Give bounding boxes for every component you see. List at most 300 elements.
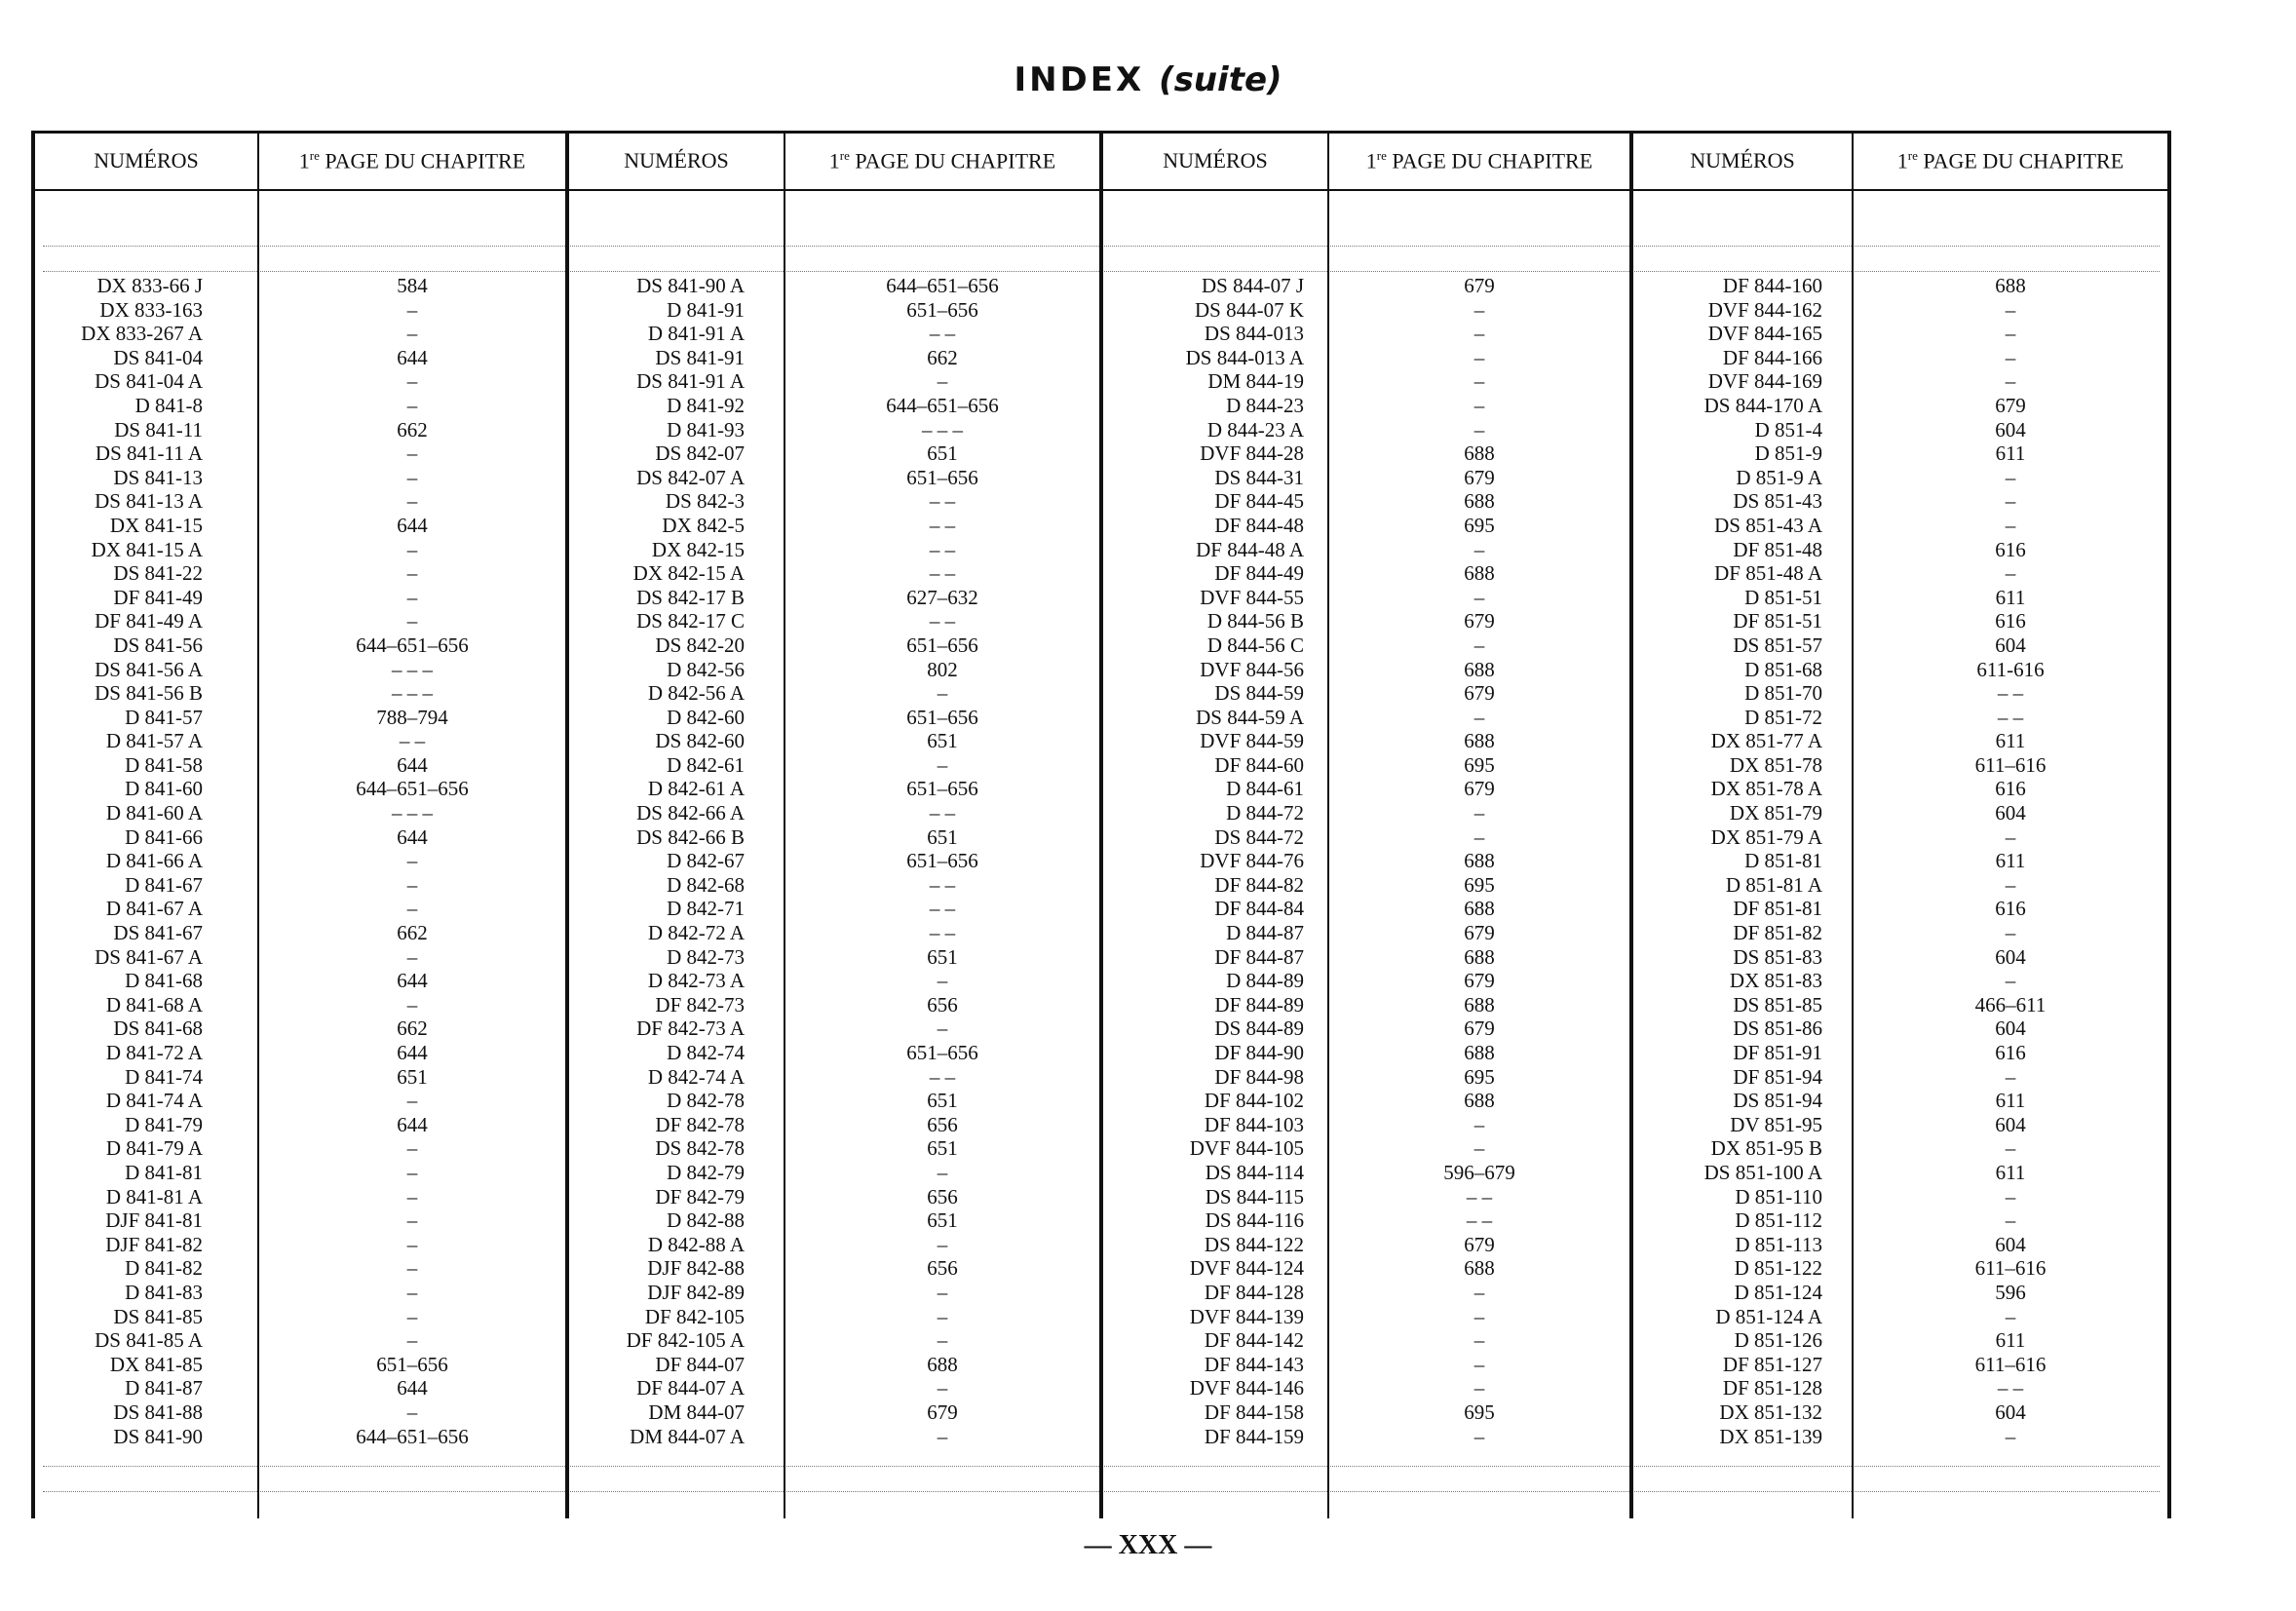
chapter-page: – (2005, 369, 2016, 394)
chapter-page: 651 (397, 1064, 428, 1089)
chapter-page: – (406, 897, 418, 921)
index-number: DS 841-90 A (636, 274, 745, 297)
index-number: D 841-66 (125, 825, 203, 849)
index-number: D 851-81 (1744, 849, 1822, 873)
chapter-page: – (2005, 513, 2016, 537)
pages-column (1854, 274, 2167, 1448)
chapter-page: – – (929, 513, 956, 537)
index-number: D 841-68 A (105, 992, 203, 1016)
chapter-page: – (1473, 1136, 1485, 1161)
chapter-page: 616 (1995, 609, 2026, 633)
chapter-page: – (1473, 345, 1485, 369)
chapter-page: 679 (1464, 777, 1495, 801)
chapter-page: 695 (1464, 1064, 1495, 1089)
index-number: DS 841-90 (113, 1424, 203, 1448)
index-number: DS 842-17 B (636, 585, 745, 609)
index-number: D 841-81 (125, 1160, 203, 1184)
index-number: D 851-81 A (1725, 872, 1822, 897)
index-number: DX 851-77 A (1710, 729, 1822, 753)
chapter-page: 688 (927, 1352, 958, 1376)
index-number: DX 851-132 (1719, 1400, 1822, 1424)
chapter-page: 679 (1464, 969, 1495, 993)
index-number: D 842-79 (667, 1160, 745, 1184)
index-number: DVF 844-139 (1189, 1304, 1304, 1328)
index-number: DS 851-43 A (1714, 513, 1822, 537)
chapter-page: – (1473, 322, 1485, 346)
index-number: D 844-87 (1226, 921, 1304, 945)
chapter-page: 611 (1995, 1328, 2026, 1353)
index-number: D 851-70 (1744, 681, 1822, 706)
page-title (0, 60, 2296, 99)
index-number: D 841-60 A (105, 801, 203, 825)
numbers-column (39, 274, 203, 1448)
index-number: D 841-57 (125, 705, 203, 729)
index-number: D 841-74 (125, 1064, 203, 1089)
index-number: D 851-113 (1735, 1232, 1822, 1256)
index-table (31, 131, 2171, 1518)
index-number: D 844-61 (1226, 777, 1304, 801)
index-number: D 851-124 (1734, 1280, 1822, 1304)
chapter-page: – – (929, 872, 956, 897)
index-number: D 841-66 A (105, 849, 203, 873)
index-number: DS 851-43 (1733, 489, 1822, 514)
index-number: DF 844-103 (1204, 1112, 1304, 1136)
chapter-page: – (2005, 1136, 2016, 1161)
chapter-page: – (1473, 825, 1485, 849)
chapter-page: – (1473, 1352, 1485, 1376)
index-number: D 842-71 (667, 897, 745, 921)
chapter-page: 688 (1464, 729, 1495, 753)
chapter-page: 688 (1464, 441, 1495, 466)
index-number: D 841-68 (125, 969, 203, 993)
index-number: DS 851-100 A (1703, 1160, 1822, 1184)
index-number: DM 844-19 (1207, 369, 1304, 394)
chapter-page: – (937, 1160, 948, 1184)
title-main: INDEX (1014, 60, 1145, 99)
chapter-page: 604 (1995, 633, 2026, 657)
column-rule (2167, 131, 2171, 1518)
chapter-page: 644 (397, 513, 428, 537)
chapter-page: – – (929, 489, 956, 514)
chapter-page: 662 (927, 345, 958, 369)
chapter-page: – (1473, 1280, 1485, 1304)
index-number: DS 842-17 C (636, 609, 745, 633)
index-number: DM 844-07 (648, 1400, 745, 1424)
chapter-page: 644–651–656 (356, 633, 469, 657)
index-number: D 842-73 (667, 944, 745, 969)
chapter-page: – (2005, 872, 2016, 897)
chapter-page: – (2005, 297, 2016, 322)
chapter-page: – (937, 752, 948, 777)
header-page: 1re PAGE DU CHAPITRE (298, 148, 526, 173)
index-number: DX 841-85 (109, 1352, 203, 1376)
chapter-page: – – (929, 801, 956, 825)
chapter-page: – (1473, 1304, 1485, 1328)
chapter-page: 604 (1995, 1232, 2026, 1256)
index-number: DX 851-79 (1729, 801, 1822, 825)
chapter-page: – (406, 441, 418, 466)
chapter-page: 688 (1995, 274, 2026, 297)
chapter-page: – – (929, 537, 956, 561)
index-number: DS 844-122 (1204, 1232, 1304, 1256)
index-number: DS 844-116 (1205, 1208, 1304, 1233)
chapter-page: 611 (1995, 729, 2026, 753)
chapter-page: 688 (1464, 1041, 1495, 1064)
index-number: DF 844-82 (1214, 872, 1304, 897)
index-number: DS 844-013 (1204, 322, 1304, 346)
index-number: DS 842-60 (655, 729, 745, 753)
chapter-page: – – (929, 609, 956, 633)
chapter-page: 688 (1464, 561, 1495, 586)
chapter-page: – (406, 393, 418, 417)
index-number: DS 844-07 K (1194, 297, 1304, 322)
index-number: DS 851-85 (1733, 992, 1822, 1016)
chapter-page: – (406, 322, 418, 346)
chapter-page: – (937, 1376, 948, 1400)
index-number: DS 844-72 (1214, 825, 1304, 849)
chapter-page: – (2005, 489, 2016, 514)
chapter-page: – (406, 585, 418, 609)
index-number: DF 844-166 (1722, 345, 1822, 369)
index-number: DS 842-66 B (636, 825, 745, 849)
index-number: DF 851-48 (1733, 537, 1822, 561)
index-number: DJF 842-89 (647, 1280, 745, 1304)
chapter-page: 656 (927, 1256, 958, 1281)
chapter-page: – – (929, 1064, 956, 1089)
chapter-page: – (406, 944, 418, 969)
index-number: DVF 844-28 (1200, 441, 1304, 466)
index-number: D 842-78 (667, 1089, 745, 1113)
index-number: D 842-60 (667, 705, 745, 729)
chapter-page: 644 (397, 1376, 428, 1400)
index-number: D 851-126 (1734, 1328, 1822, 1353)
chapter-page: 644 (397, 1041, 428, 1064)
chapter-page: 644–651–656 (886, 274, 999, 297)
index-number: D 851-68 (1744, 657, 1822, 681)
chapter-page: 695 (1464, 872, 1495, 897)
index-number: D 851-122 (1734, 1256, 1822, 1281)
chapter-page: 656 (927, 1112, 958, 1136)
index-number: DS 841-85 (113, 1304, 203, 1328)
chapter-page: 604 (1995, 1400, 2026, 1424)
chapter-page: 662 (397, 1016, 428, 1041)
chapter-page: 616 (1995, 537, 2026, 561)
numbers-column (569, 274, 745, 1448)
index-number: DS 841-22 (113, 561, 203, 586)
chapter-page: – (1473, 417, 1485, 441)
chapter-page: – (1473, 1376, 1485, 1400)
index-number: DS 841-04 (113, 345, 203, 369)
chapter-page: – (937, 369, 948, 394)
chapter-page: 644 (397, 752, 428, 777)
chapter-page: – – (1997, 705, 2024, 729)
index-number: DX 851-78 (1729, 752, 1822, 777)
chapter-page: 651–656 (906, 849, 978, 873)
index-number: DX 851-83 (1729, 969, 1822, 993)
chapter-page: – (1473, 1328, 1485, 1353)
chapter-page: 688 (1464, 849, 1495, 873)
index-number: D 842-88 (667, 1208, 745, 1233)
chapter-page: 604 (1995, 801, 2026, 825)
chapter-page: 651–656 (906, 297, 978, 322)
chapter-page: 651–656 (906, 705, 978, 729)
chapter-page: – (406, 609, 418, 633)
chapter-page: – – (929, 322, 956, 346)
index-number: D 844-89 (1226, 969, 1304, 993)
index-number: DJF 842-88 (647, 1256, 745, 1281)
index-number: D 841-79 (125, 1112, 203, 1136)
chapter-page: – (2005, 921, 2016, 945)
chapter-page: 688 (1464, 489, 1495, 514)
chapter-page: – (2005, 465, 2016, 489)
chapter-page: – (406, 561, 418, 586)
chapter-page: – (937, 1424, 948, 1448)
chapter-page: – – (929, 561, 956, 586)
chapter-page: – (2005, 1304, 2016, 1328)
chapter-page: – (406, 849, 418, 873)
index-number: D 841-58 (125, 752, 203, 777)
chapter-page: 604 (1995, 417, 2026, 441)
chapter-page: – (406, 992, 418, 1016)
numbers-column (1103, 274, 1304, 1448)
index-number: DVF 844-124 (1189, 1256, 1304, 1281)
chapter-page: – – – (392, 681, 433, 706)
chapter-page: – (1473, 585, 1485, 609)
index-number: D 841-67 (125, 872, 203, 897)
chapter-page: – – – (392, 657, 433, 681)
chapter-page: 688 (1464, 897, 1495, 921)
index-number: D 842-74 A (647, 1064, 745, 1089)
chapter-page: 611–616 (1974, 1352, 2047, 1376)
chapter-page: – – (1466, 1208, 1493, 1233)
index-number: DVF 844-146 (1189, 1376, 1304, 1400)
index-number: DX 833-66 J (96, 274, 203, 297)
chapter-page: 688 (1464, 944, 1495, 969)
chapter-page: – (406, 1304, 418, 1328)
header-numeros: NUMÉROS (94, 148, 199, 173)
chapter-page: 695 (1464, 752, 1495, 777)
chapter-page: – – – (392, 801, 433, 825)
chapter-page: 651–656 (906, 633, 978, 657)
chapter-page: 662 (397, 921, 428, 945)
index-number: D 841-87 (125, 1376, 203, 1400)
chapter-page: – (2005, 1184, 2016, 1208)
index-number: D 844-23 (1226, 393, 1304, 417)
chapter-page: 662 (397, 417, 428, 441)
chapter-page: – – (1997, 681, 2024, 706)
chapter-page: 644–651–656 (356, 777, 469, 801)
index-number: D 842-67 (667, 849, 745, 873)
index-number: DS 844-07 J (1201, 274, 1304, 297)
index-number: DX 851-79 A (1710, 825, 1822, 849)
chapter-page: 611 (1995, 441, 2026, 466)
pages-column (259, 274, 565, 1448)
chapter-page: – – (1997, 1376, 2024, 1400)
index-number: DM 844-07 A (630, 1424, 745, 1448)
header-page: 1re PAGE DU CHAPITRE (1896, 148, 2124, 173)
index-number: DF 851-48 A (1714, 561, 1822, 586)
index-number: DX 851-95 B (1710, 1136, 1822, 1161)
chapter-page: – (406, 369, 418, 394)
chapter-page: 651 (927, 441, 958, 466)
index-number: DF 844-159 (1204, 1424, 1304, 1448)
chapter-page: 695 (1464, 1400, 1495, 1424)
index-number: DJF 841-81 (105, 1208, 203, 1233)
chapter-page: 644 (397, 1112, 428, 1136)
index-number: D 844-56 B (1206, 609, 1304, 633)
chapter-page: – (406, 1208, 418, 1233)
chapter-page: – (937, 1232, 948, 1256)
index-number: DS 841-85 A (95, 1328, 203, 1353)
index-number: DS 841-13 A (95, 489, 203, 514)
index-number: DS 842-66 A (636, 801, 745, 825)
header-numeros: NUMÉROS (624, 148, 729, 173)
chapter-page: – (2005, 1424, 2016, 1448)
chapter-page: 611 (1995, 1160, 2026, 1184)
index-number: DS 841-56 (113, 633, 203, 657)
index-number: D 842-74 (667, 1041, 745, 1064)
index-number: D 841-83 (125, 1280, 203, 1304)
index-number: DS 842-3 (665, 489, 745, 514)
chapter-page: 651 (927, 1208, 958, 1233)
chapter-page: 802 (927, 657, 958, 681)
pages-column (785, 274, 1099, 1448)
index-number: DS 851-83 (1733, 944, 1822, 969)
index-number: DF 844-84 (1214, 897, 1304, 921)
index-number: D 841-79 A (105, 1136, 203, 1161)
index-number: D 841-72 A (105, 1041, 203, 1064)
chapter-page: 596 (1995, 1280, 2026, 1304)
index-number: DF 842-78 (655, 1112, 745, 1136)
chapter-page: – (2005, 1064, 2016, 1089)
chapter-page: 611–616 (1974, 1256, 2047, 1281)
index-number: DF 844-07 A (636, 1376, 745, 1400)
header-numeros: NUMÉROS (1163, 148, 1268, 173)
index-number: DF 844-98 (1214, 1064, 1304, 1089)
index-number: DF 844-45 (1214, 489, 1304, 514)
chapter-page: 611-616 (1976, 657, 2045, 681)
index-number: DF 844-128 (1204, 1280, 1304, 1304)
index-number: DF 842-105 A (626, 1328, 745, 1353)
index-number: D 841-81 A (105, 1184, 203, 1208)
index-number: D 851-9 (1754, 441, 1822, 466)
chapter-page: 688 (1464, 1256, 1495, 1281)
index-number: DS 841-67 A (95, 944, 203, 969)
index-number: DX 842-15 A (632, 561, 745, 586)
index-number: DS 842-07 A (636, 465, 745, 489)
chapter-page: – (1473, 633, 1485, 657)
index-number: D 844-56 C (1206, 633, 1304, 657)
index-number: DF 842-105 (644, 1304, 745, 1328)
index-number: D 841-93 (667, 417, 745, 441)
index-number: DF 844-160 (1722, 274, 1822, 297)
chapter-page: 611 (1995, 585, 2026, 609)
header-numeros: NUMÉROS (1690, 148, 1795, 173)
chapter-page: – – (1466, 1184, 1493, 1208)
index-number: DF 844-158 (1204, 1400, 1304, 1424)
header-page: 1re PAGE DU CHAPITRE (828, 148, 1056, 173)
index-number: D 842-56 A (647, 681, 745, 706)
index-number: DF 844-49 (1214, 561, 1304, 586)
index-number: D 841-8 (134, 393, 203, 417)
index-number: DF 844-90 (1214, 1041, 1304, 1064)
index-number: DX 851-78 A (1710, 777, 1822, 801)
index-number: DVF 844-105 (1189, 1136, 1304, 1161)
chapter-page: 679 (1464, 465, 1495, 489)
index-number: DF 851-128 (1722, 1376, 1822, 1400)
index-number: DS 841-91 (655, 345, 745, 369)
index-number: D 851-110 (1735, 1184, 1822, 1208)
index-number: DF 844-07 (655, 1352, 745, 1376)
chapter-page: – (406, 1184, 418, 1208)
chapter-page: 651–656 (376, 1352, 448, 1376)
chapter-page: 627–632 (906, 585, 978, 609)
chapter-page: 651 (927, 729, 958, 753)
index-number: D 842-56 (667, 657, 745, 681)
index-number: DS 851-94 (1733, 1089, 1822, 1113)
index-number: D 851-4 (1754, 417, 1822, 441)
chapter-page: 651 (927, 944, 958, 969)
index-number: DS 842-78 (655, 1136, 745, 1161)
index-number: DVF 844-55 (1200, 585, 1304, 609)
index-number: DVF 844-59 (1200, 729, 1304, 753)
chapter-page: 651 (927, 825, 958, 849)
chapter-page: – (406, 465, 418, 489)
index-number: DS 841-68 (113, 1016, 203, 1041)
chapter-page: – (2005, 825, 2016, 849)
chapter-page: – (406, 1160, 418, 1184)
index-number: D 851-124 A (1715, 1304, 1822, 1328)
index-number: D 851-112 (1735, 1208, 1822, 1233)
chapter-page: 644 (397, 969, 428, 993)
index-number: DS 842-20 (655, 633, 745, 657)
index-number: DS 842-07 (655, 441, 745, 466)
chapter-page: – (406, 1328, 418, 1353)
chapter-page: 656 (927, 992, 958, 1016)
chapter-page: 616 (1995, 897, 2026, 921)
index-number: DJF 841-82 (105, 1232, 203, 1256)
index-number: D 842-73 A (647, 969, 745, 993)
chapter-page: 679 (1464, 681, 1495, 706)
index-number: DF 851-51 (1733, 609, 1822, 633)
index-number: DS 844-115 (1205, 1184, 1304, 1208)
chapter-page: – (1473, 537, 1485, 561)
chapter-page: – (406, 1232, 418, 1256)
chapter-page: 679 (1464, 609, 1495, 633)
index-number: DS 844-59 A (1196, 705, 1304, 729)
index-number: DF 851-81 (1733, 897, 1822, 921)
chapter-page: – – (929, 897, 956, 921)
chapter-page: – (937, 1304, 948, 1328)
chapter-page: – – (399, 729, 426, 753)
index-number: D 841-82 (125, 1256, 203, 1281)
chapter-page: 679 (927, 1400, 958, 1424)
index-number: D 842-61 (667, 752, 745, 777)
chapter-page: – (406, 872, 418, 897)
index-number: DF 851-82 (1733, 921, 1822, 945)
index-number: D 841-92 (667, 393, 745, 417)
index-number: DS 841-11 (114, 417, 203, 441)
index-number: DF 851-91 (1733, 1041, 1822, 1064)
chapter-page: – (406, 1089, 418, 1113)
chapter-page: – (937, 1280, 948, 1304)
chapter-page: 466–611 (1974, 992, 2047, 1016)
index-number: D 841-67 A (105, 897, 203, 921)
chapter-page: 644–651–656 (886, 393, 999, 417)
index-number: DS 841-67 (113, 921, 203, 945)
index-number: D 851-51 (1744, 585, 1822, 609)
chapter-page: 651–656 (906, 777, 978, 801)
